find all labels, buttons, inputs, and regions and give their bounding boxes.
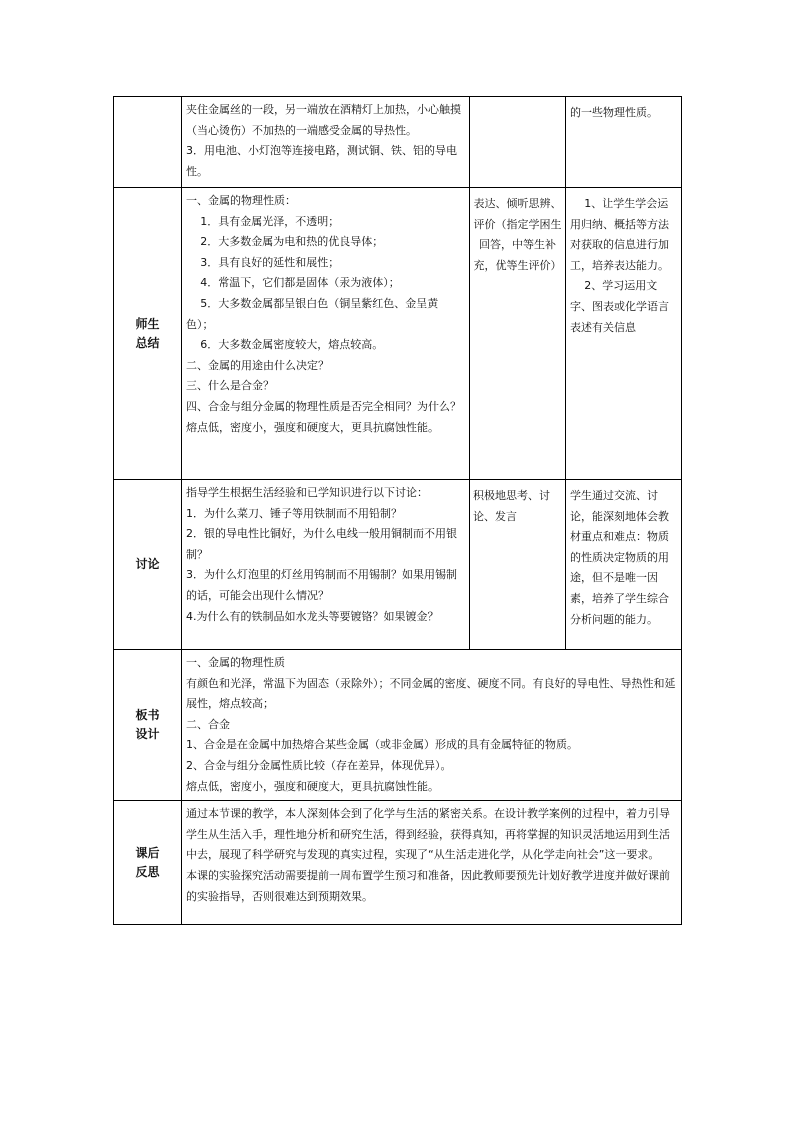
table-row-reflection: [114, 801, 682, 925]
row-label-board: [114, 650, 182, 801]
content-cell: [182, 188, 470, 480]
content-line: 三、什么是合金？: [186, 379, 274, 393]
table-row-discussion: [114, 480, 682, 650]
row-label-discussion: [114, 480, 182, 650]
table-row-summary: [114, 188, 682, 480]
content-line: 1．为什么菜刀、锤子等用铁制而不用铅制？: [186, 506, 402, 520]
activity-text: 积极地思考、讨论、发言: [473, 489, 550, 523]
content-cell-wide: [182, 650, 682, 801]
content-paragraph: 本课的实验探究活动需要提前一周布置学生预习和准备，因此教师要预先计划好教学进度并做好课前的实验指导，否则很难达到预期效果。: [186, 868, 670, 903]
content-line: 4．常温下，它们都是固体（汞为液体）；: [200, 276, 400, 290]
label-line: 总结: [135, 335, 160, 350]
content-line: 四、合金与组分金属的物理性质是否完全相同？为什么？: [186, 399, 461, 413]
content-line: 熔点低，密度小，强度和硬度大，更具抗腐蚀性能。: [186, 779, 439, 793]
content-line: 1．具有金属光泽，不透明；: [200, 214, 340, 228]
content-line: 熔点低，密度小，强度和硬度大，更具抗腐蚀性能。: [186, 420, 439, 434]
content-line: 2．大多数金属为电和热的优良导体；: [200, 235, 384, 249]
content-line: 有颜色和光泽，常温下为固态（汞除外）；不同金属的密度、硬度不同。有良好的导电性、导热性和延展性，熔点较高；: [186, 676, 676, 711]
content-line: 2．银的导电性比铜好，为什么电线一般用铜制而不用银制？: [186, 527, 457, 561]
lesson-plan-table: [113, 96, 682, 925]
label-line: 师生: [135, 316, 160, 331]
content-paragraph: 通过本节课的教学，本人深刻体会到了化学与生活的紧密关系。在设计教学案例的过程中，着力引导学生从生活入手，理性地分析和研究生活，得到经验，获得真知，再将掌握的知识灵活地运用到生活中去，展现了科学研究与发现的真实过程，实现了“从生活走进化学，从化学走向社会”这一要求。: [186, 807, 670, 862]
table-row-continuation: [114, 97, 682, 188]
content-line: 6．大多数金属密度较大，熔点较高。: [200, 338, 384, 352]
goal-line: 2、学习运用文字、图表或化学语言表述有关信息: [570, 279, 669, 334]
content-line: 一、金属的物理性质: [186, 656, 285, 669]
content-line: 二、金属的用途由什么决定？: [186, 358, 329, 372]
goal-text: 学生通过交流、讨论，能深刻地体会教材重点和难点：物质的性质决定物质的用途，但不是唯一因素，培养了学生综合分析问题的能力。: [570, 489, 669, 626]
content-line: 指导学生根据生活经验和已学知识进行以下讨论：: [186, 486, 428, 499]
activity-cell: [470, 188, 566, 480]
label-cell-empty: [114, 97, 182, 188]
label-line: 讨论: [135, 557, 160, 571]
goal-cell: [566, 480, 682, 650]
label-line: 设计: [135, 727, 160, 742]
goal-line: 1、让学生学会运用归纳、概括等方法对获取的信息进行加工，培养表达能力。: [570, 197, 669, 272]
content-cell-wide: [182, 801, 682, 925]
content-line: 4.为什么有的铁制品如水龙头等要镀铬？如果镀金？: [186, 609, 439, 623]
content-line: 2、合金与组分金属性质比较（存在差异，体现优异）。: [186, 758, 452, 772]
table-row-board: [114, 650, 682, 801]
content-line: 夹住金属丝的一段，另一端放在酒精灯上加热，小心触摸（当心烫伤）不加热的一端感受金属的导热性。: [186, 103, 461, 137]
goal-text: 的一些物理性质。: [570, 106, 658, 119]
content-line: 1、合金是在金属中加热熔合某些金属（或非金属）形成的具有金属特征的物质。: [186, 738, 578, 752]
content-cell: [182, 480, 470, 650]
content-line: 一、金属的物理性质：: [186, 194, 296, 207]
content-line: 3．为什么灯泡里的灯丝用钨制而不用锡制？如果用锡制的话，可能会出现什么情况？: [186, 568, 457, 602]
content-line: 二、合金: [186, 717, 230, 731]
activity-text: 表达、倾听思辨、评价（指定学困生回答，中等生补充，优等生评价）: [473, 197, 562, 272]
label-line: 课后: [135, 845, 160, 860]
content-line: 3．用电池、小灯泡等连接电路，测试铜、铁、铝的导电性。: [186, 144, 457, 178]
label-line: 板书: [135, 708, 160, 723]
goal-cell: [566, 97, 682, 188]
activity-cell: [470, 97, 566, 188]
label-line: 反思: [135, 864, 160, 879]
content-line: 5．大多数金属都呈银白色（铜呈紫红色、金呈黄色）；: [186, 296, 439, 331]
activity-cell: [470, 480, 566, 650]
row-label-reflection: [114, 801, 182, 925]
goal-cell: [566, 188, 682, 480]
content-line: 3．具有良好的延性和展性；: [200, 255, 340, 269]
row-label-summary: [114, 188, 182, 480]
content-cell: [182, 97, 470, 188]
